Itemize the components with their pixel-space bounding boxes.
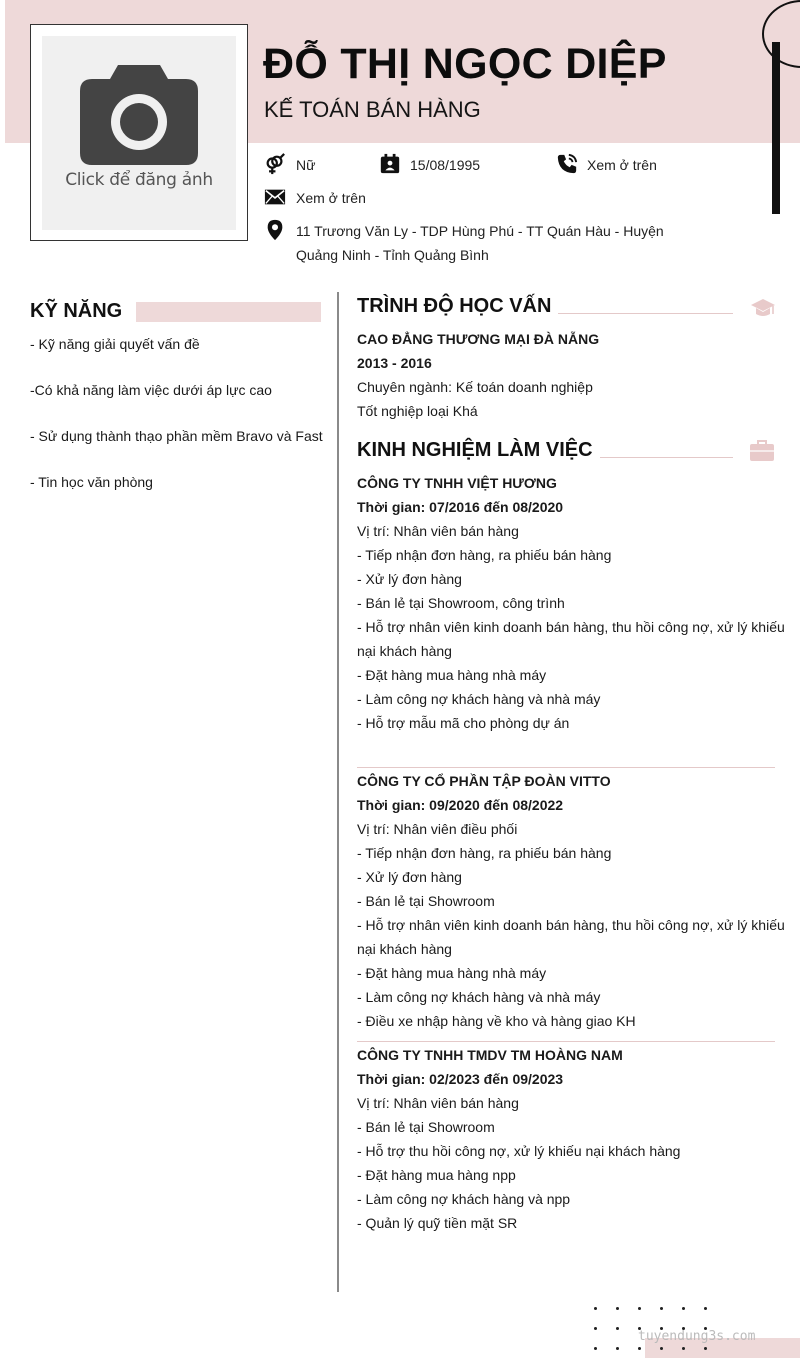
full-name: ĐỖ THỊ NGỌC DIỆP bbox=[263, 40, 667, 88]
skills-title-bar bbox=[136, 302, 321, 322]
job-line: - Bán lẻ tại Showroom bbox=[357, 893, 495, 909]
decorative-bar bbox=[772, 42, 780, 214]
job-line: - Hỗ trợ thu hồi công nợ, xử lý khiếu nại khách hàng bbox=[357, 1143, 681, 1159]
decorative-dot bbox=[616, 1327, 619, 1330]
address-line-2: Quảng Ninh - Tỉnh Quảng Bình bbox=[296, 247, 489, 263]
job-line: - Làm công nợ khách hàng và nhà máy bbox=[357, 989, 601, 1005]
decorative-dot bbox=[616, 1347, 619, 1350]
job-line: - Hỗ trợ nhân viên kinh doanh bán hàng, thu hồi công nợ, xử lý khiếu bbox=[357, 917, 785, 933]
skill-item: - Tin học văn phòng bbox=[30, 474, 153, 490]
job-period: Thời gian: 02/2023 đến 09/2023 bbox=[357, 1071, 564, 1087]
decorative-dot bbox=[682, 1347, 685, 1350]
briefcase-icon bbox=[749, 440, 775, 462]
decorative-dot bbox=[594, 1347, 597, 1350]
job-line: Vị trí: Nhân viên điều phối bbox=[357, 821, 518, 837]
job-separator bbox=[357, 767, 775, 768]
experience-title-line bbox=[600, 457, 733, 458]
job-line: - Đặt hàng mua hàng nhà máy bbox=[357, 965, 547, 981]
job-company: CÔNG TY TNHH TMDV TM HOÀNG NAM bbox=[357, 1047, 623, 1063]
job-line: - Đặt hàng mua hàng npp bbox=[357, 1167, 516, 1183]
job-line: - Bán lẻ tại Showroom bbox=[357, 1119, 495, 1135]
job-line: - Bán lẻ tại Showroom, công trình bbox=[357, 595, 565, 611]
decorative-dot bbox=[660, 1347, 663, 1350]
photo-caption[interactable]: Click để đăng ảnh bbox=[65, 170, 213, 190]
gender-text: Nữ bbox=[296, 157, 316, 173]
decorative-dot bbox=[704, 1347, 707, 1350]
job-line: - Tiếp nhận đơn hàng, ra phiếu bán hàng bbox=[357, 547, 612, 563]
gender-icon bbox=[264, 153, 286, 175]
job-line: nại khách hàng bbox=[357, 941, 452, 957]
job-line: - Quản lý quỹ tiền mặt SR bbox=[357, 1215, 518, 1231]
education-major: Chuyên ngành: Kế toán doanh nghiệp bbox=[357, 379, 593, 395]
job-line: - Hỗ trợ mẫu mã cho phòng dự án bbox=[357, 715, 570, 731]
job-company: CÔNG TY CỔ PHẦN TẬP ĐOÀN VITTO bbox=[357, 773, 611, 789]
job-line: - Tiếp nhận đơn hàng, ra phiếu bán hàng bbox=[357, 845, 612, 861]
phone-text: Xem ở trên bbox=[587, 157, 657, 173]
job-line: nại khách hàng bbox=[357, 643, 452, 659]
skill-item: -Có khả năng làm việc dưới áp lực cao bbox=[30, 382, 272, 398]
job-line: - Xử lý đơn hàng bbox=[357, 571, 462, 587]
decorative-dot bbox=[616, 1307, 619, 1310]
decorative-dot bbox=[594, 1307, 597, 1310]
skill-item: - Sử dụng thành thạo phần mềm Bravo và Fast bbox=[30, 428, 323, 444]
skill-item: - Kỹ năng giải quyết vấn đề bbox=[30, 336, 200, 352]
birthdate-text: 15/08/1995 bbox=[410, 157, 481, 173]
graduation-cap-icon bbox=[750, 297, 776, 319]
decorative-dot bbox=[704, 1307, 707, 1310]
watermark: tuyendung3s.com bbox=[638, 1329, 756, 1344]
job-line: - Điều xe nhập hàng về kho và hàng giao KH bbox=[357, 1013, 636, 1029]
job-line: - Làm công nợ khách hàng và nhà máy bbox=[357, 691, 601, 707]
location-pin-icon bbox=[264, 219, 286, 241]
education-grade: Tốt nghiệp loại Khá bbox=[357, 403, 478, 419]
job-title: KẾ TOÁN BÁN HÀNG bbox=[264, 97, 481, 122]
job-line: Vị trí: Nhân viên bán hàng bbox=[357, 1095, 519, 1111]
decorative-dot bbox=[594, 1327, 597, 1330]
education-title: TRÌNH ĐỘ HỌC VẤN bbox=[357, 295, 552, 317]
job-period: Thời gian: 09/2020 đến 08/2022 bbox=[357, 797, 564, 813]
job-separator bbox=[357, 1041, 775, 1042]
education-title-line bbox=[558, 313, 733, 314]
education-school: CAO ĐẲNG THƯƠNG MẠI ĐÀ NẴNG bbox=[357, 331, 600, 347]
decorative-dot bbox=[660, 1307, 663, 1310]
job-line: - Làm công nợ khách hàng và npp bbox=[357, 1191, 571, 1207]
phone-icon bbox=[556, 153, 578, 175]
job-line: - Đặt hàng mua hàng nhà máy bbox=[357, 667, 547, 683]
job-company: CÔNG TY TNHH VIỆT HƯƠNG bbox=[357, 475, 557, 491]
skills-title: KỸ NĂNG bbox=[30, 300, 123, 322]
address-line-1: 11 Trương Văn Ly - TDP Hùng Phú - TT Quán Hàu - Huyện bbox=[296, 223, 664, 239]
calendar-icon bbox=[379, 153, 401, 175]
camera-icon[interactable] bbox=[80, 65, 198, 165]
education-years: 2013 - 2016 bbox=[357, 355, 432, 371]
column-divider bbox=[337, 292, 339, 1292]
experience-title: KINH NGHIỆM LÀM VIỆC bbox=[357, 439, 593, 461]
job-line: - Hỗ trợ nhân viên kinh doanh bán hàng, thu hồi công nợ, xử lý khiếu bbox=[357, 619, 785, 635]
job-period: Thời gian: 07/2016 đến 08/2020 bbox=[357, 499, 564, 515]
decorative-dot bbox=[638, 1347, 641, 1350]
job-line: - Xử lý đơn hàng bbox=[357, 869, 462, 885]
job-line: Vị trí: Nhân viên bán hàng bbox=[357, 523, 519, 539]
email-text: Xem ở trên bbox=[296, 190, 366, 206]
email-icon bbox=[264, 186, 286, 208]
decorative-dot bbox=[638, 1307, 641, 1310]
decorative-dot bbox=[682, 1307, 685, 1310]
